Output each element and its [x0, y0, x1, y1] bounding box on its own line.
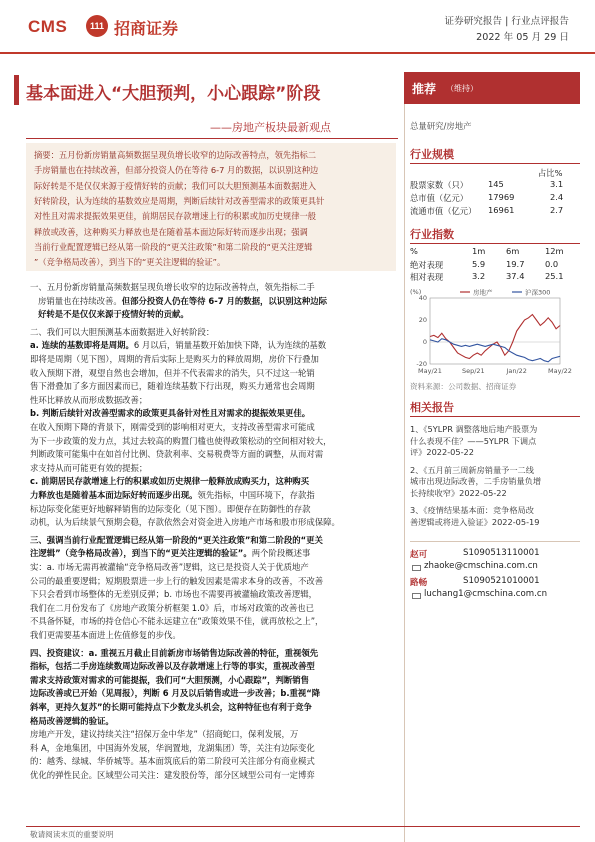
- body-text-segment: 性环比释放从而形成数据改善；: [30, 394, 148, 405]
- body-text-segment: 房地产开发，建议持续关注“招保万金中华龙”（招商蛇口，保利发展，万: [30, 729, 299, 740]
- scale-row-value: 17969: [488, 192, 515, 202]
- body-text-segment: 6 月以后，销量基数开始加快下降，认为连续的基数: [133, 340, 327, 351]
- scale-row-name: 总市值（亿元）: [410, 193, 469, 203]
- body-line: [38, 308, 189, 320]
- analyst-license-id: S1090513110001: [463, 548, 540, 558]
- related-report-line: 2、《五月前三周新房销量予一二线: [410, 464, 534, 475]
- body-line: [30, 701, 312, 713]
- header-divider: [0, 52, 595, 54]
- body-line: [30, 602, 314, 614]
- body-line: [30, 534, 323, 546]
- body-text-segment: 公司的最重要逻辑；短期股票进一步上行的触发因素是需求本身的改善，不改善: [30, 575, 324, 586]
- performance-col-header: 6m: [506, 246, 520, 256]
- body-line: [30, 742, 315, 754]
- related-report-line: 评》2022-05-22: [410, 447, 474, 457]
- email-icon: [412, 593, 421, 599]
- body-line: [30, 728, 298, 740]
- related-report-line: 什么表现不佳？——5YLPR 下调点: [410, 435, 537, 446]
- analyst-email: luchang1@cmschina.com.cn: [424, 589, 548, 599]
- performance-row-name: 相对表现: [410, 272, 444, 282]
- body-line: [30, 380, 315, 392]
- body-text-segment: 领先指标，中国环境下，存款指: [197, 490, 315, 500]
- body-line: [30, 647, 318, 659]
- analyst-name: 赵可: [410, 550, 428, 560]
- body-text-segment: 需求支持政策对需求的可能提振，我们可“大胆预测，小心跟踪”，判断销售: [30, 674, 310, 685]
- header-meta: [445, 14, 569, 46]
- body-text-segment: 在收入预期下降的背景下，刚需受到的影响相对更大，支持改善型需求可能成: [30, 422, 315, 432]
- body-line: [30, 660, 315, 672]
- body-line: [30, 475, 309, 487]
- chart-legend-label: 沪深300: [525, 288, 551, 297]
- body-line: [30, 339, 326, 351]
- body-text-segment: 边际改善或已开始（见周报），判断 6 月及以后销售或进一步改善；b.重视“降: [30, 688, 321, 699]
- body-text-segment: 格局改善逻辑的验证。: [30, 715, 114, 726]
- scale-row-value: 16961: [488, 205, 515, 215]
- related-report-line: 善逻辑或将进入验证》2022-05-19: [410, 516, 540, 527]
- body-line: [30, 588, 317, 600]
- chart-y-tick: 40: [418, 294, 427, 302]
- body-line: [30, 575, 323, 587]
- chart-y-unit: (%): [410, 288, 422, 296]
- body-text-segment: 为下一步政策的发力点，其过去较高的购置门槛也使得政策松动的空间相对较大，: [30, 435, 332, 446]
- scale-row-name: 股票家数（只）: [410, 180, 469, 190]
- report-date: 2022 年 05 月 29 日: [476, 32, 569, 43]
- body-text-segment: 注逻辑”（竞争格局改善），到当下的“更关注逻辑的验证”。: [30, 548, 252, 559]
- performance-cell: 25.1: [545, 271, 564, 281]
- performance-col-header: %: [410, 246, 418, 256]
- performance-cell: 5.9: [472, 259, 486, 269]
- index-chart: [408, 286, 580, 380]
- report-subtitle: ——房地产板块最新观点: [210, 121, 331, 134]
- body-line: [30, 462, 147, 474]
- body-text-segment: 我们在二月份发布了《房地产政策分析框架 1.0》后，市场对政策的改善也已: [30, 602, 314, 613]
- chart-x-tick: Jan/22: [506, 367, 527, 375]
- body-text-segment: 房销量也在持续改善。: [38, 295, 122, 306]
- report-title: 基本面进入“大胆预判，小心跟踪”阶段: [26, 84, 321, 104]
- related-report-line: 城市出现边际改善，二手房销量负增: [410, 476, 542, 486]
- analyst-divider: [410, 541, 580, 542]
- performance-row-name: 绝对表现: [410, 260, 444, 270]
- body-text-segment: 但部分投资人仍在等待 6-7 月的数据，以识别这种边际: [121, 295, 327, 306]
- related-heading-rule: [410, 416, 580, 417]
- industry-label: 总量研究/房地产: [410, 121, 472, 131]
- scale-row-pct: 2.4: [550, 192, 564, 202]
- body-line: [30, 281, 315, 293]
- body-line: [30, 629, 181, 641]
- performance-cell: 3.2: [472, 271, 486, 281]
- body-line: [30, 674, 309, 686]
- chart-y-tick: 0: [422, 338, 427, 346]
- performance-cell: 0.0: [545, 259, 559, 269]
- scale-col-header: 占比%: [538, 168, 563, 178]
- chart-plot-frame: [430, 298, 560, 364]
- body-line: [30, 769, 315, 781]
- body-line: [30, 715, 114, 727]
- chart-y-tick: -20: [416, 360, 427, 368]
- analyst-email: zhaoke@cmschina.com.cn: [424, 561, 538, 571]
- footer-divider: [26, 826, 580, 827]
- scale-heading-rule: [410, 163, 580, 164]
- body-text-segment: 下只会看到市场整体的无差别反弹；b. 市场也不需要再被灌输政策改善逻辑，: [30, 589, 318, 600]
- body-text-segment: 判断政策可能集中在如首付比例、贷款利率、交易税费等方面的调整，从而对需: [30, 449, 324, 460]
- analyst-name: 路畅: [410, 578, 428, 588]
- body-text-segment: b. 判断后续针对改善型需求的政策更具备针对性且对需求的提振效果更佳。: [30, 408, 311, 419]
- summary-line: 好转阶段，认为连续的基数效应是周期，判断后续针对改善型需求的政策更具针: [34, 195, 325, 206]
- body-line: [30, 435, 332, 447]
- related-report-line: 长持续收窄》2022-05-22: [410, 487, 507, 498]
- body-line: [30, 394, 147, 406]
- summary-line: 际好转是不是仅仅来源于疫情好转的贡献；我们可以大胆预测基本面数据进入: [34, 180, 317, 191]
- summary-line: 摘要：五月份新房销量高频数据呈现负增长收窄的边际改善特点，领先指标二: [34, 150, 317, 160]
- body-line: [30, 547, 310, 559]
- body-text-segment: 我们更需要基本面进上佐值修复的步伐。: [30, 630, 181, 640]
- body-line: [38, 295, 327, 307]
- logo-emblem: 111: [86, 15, 108, 37]
- report-type: 证券研究报告 | 行业点评报告: [444, 16, 569, 27]
- body-text-segment: a. 连续的基数即将是周期。: [30, 340, 134, 351]
- body-text-segment: 实：a. 市场无需再被灌输“竞争格局改善”逻辑，这已是投资人关于优质地产: [30, 562, 309, 572]
- summary-line: 释放或改善，这种购买力释放也是在随着基本面边际好转而逐步出现；强调: [34, 226, 308, 237]
- body-line: [30, 353, 319, 365]
- body-text-segment: 的：越秀、绿城、华侨城等。基本面筑底后的第二阶段可关注部分有商业模式: [30, 756, 315, 767]
- rating-label: 推荐: [412, 82, 437, 96]
- body-text-segment: 好转是不是仅仅来源于疫情好转的贡献。: [38, 309, 189, 320]
- performance-heading: 行业指数: [410, 228, 454, 241]
- chart-x-tick: May/22: [548, 367, 572, 375]
- performance-col-header: 12m: [545, 246, 564, 256]
- body-text-segment: 指标，包括二手房连续数周边际改善以及存款增速上行等的事实，重视改善型: [30, 661, 315, 672]
- body-text-segment: 两个阶段概述事: [251, 548, 311, 559]
- body-text-segment: 科 A，金地集团，中国海外发展，华润置地，龙湖集团）等，关注有边际变化: [30, 742, 315, 753]
- body-text-segment: c. 前期居民存款增速上行的积累或如历史规律一般释放成购买力，这种购买: [30, 476, 310, 487]
- body-line: [30, 421, 315, 433]
- body-line: [30, 516, 340, 528]
- performance-col-header: 1m: [472, 246, 486, 256]
- body-line: [30, 489, 315, 501]
- body-text-segment: 不具备怀疑，市场的持仓信心不能永远建立在“政策效果不佳，就再放松之上”，: [30, 616, 324, 627]
- body-text-segment: 二、我们可以大胆预测基本面数据进入好转阶段：: [30, 326, 215, 337]
- logo-chinese: 招商证券: [114, 19, 179, 38]
- body-text-segment: 收入预期下滑，观望自然也会增加，但并不代表需求的消失，只不过这一轮销: [30, 367, 315, 378]
- body-text-segment: 标边际变化能更好地解释销售的边际变化（见下图）。即便存在防御性的存款: [30, 503, 311, 514]
- related-report-line: 3、《疫情结果基本面：竞争格局改: [410, 505, 534, 515]
- summary-line: 对性且对需求提振效果更佳，前期居民存款增速上行的积累或加历史规律一般: [34, 211, 317, 222]
- body-line: [30, 326, 214, 338]
- email-icon: [412, 565, 421, 571]
- scale-row-pct: 2.7: [550, 205, 564, 215]
- chart-source: 资料来源：公司数据、招商证券: [410, 382, 517, 391]
- summary-line: 当前行业配置逻辑已经从第一阶段的“更关注政策”和第二阶段的“更关注逻辑: [34, 241, 313, 252]
- body-text-segment: 三、强调当前行业配置逻辑已经从第一阶段的“更关注政策”和第二阶段的“更关: [30, 534, 323, 545]
- performance-heading-rule: [410, 243, 580, 244]
- body-text-segment: 售下滑叠加了多方面因素而已，随着连续基数下行出现，购买力通常也会周期: [30, 381, 315, 392]
- body-line: [30, 687, 320, 699]
- body-line: [30, 503, 311, 515]
- chart-series-line: [430, 315, 560, 359]
- summary-line: 手房销量也在持续改善，但部分投资人仍在等待 6-7 月的数据，以识别这种边: [34, 165, 319, 176]
- chart-x-tick: Sep/21: [461, 367, 485, 375]
- scale-heading: 行业规模: [410, 148, 454, 161]
- chart-legend-label: 房地产: [473, 288, 493, 297]
- column-divider: [404, 72, 405, 842]
- rating-status: （维持）: [446, 84, 478, 93]
- title-accent-bar: [14, 75, 19, 105]
- scale-row-name: 流通市值（亿元）: [410, 206, 477, 216]
- body-text-segment: 四、投资建议：a. 重视五月截止目前新房市场销售边际改善的特征，重视领先: [30, 647, 319, 658]
- footer-note: 敬请阅读末页的重要说明: [30, 830, 114, 839]
- chart-y-tick: 20: [418, 316, 427, 324]
- body-text-segment: 即将是周期（见下图），周期的背后实际上是购买力的释放周期，房价下行叠加: [30, 354, 319, 364]
- related-report-line: 1、《5YLPR 调整落地后地产股票为: [410, 424, 538, 434]
- body-text-segment: 优化的弹性民企。区域型公司关注：建发股份等，部分区域型公司有一定博弈: [30, 770, 315, 780]
- body-line: [30, 367, 315, 379]
- chart-x-tick: May/21: [418, 367, 442, 375]
- scale-row-pct: 3.1: [550, 179, 564, 189]
- body-text-segment: 斜率，更持久复苏”的长期可能持点下少数龙头机会，这种特征也有利于竞争: [30, 702, 312, 712]
- body-text-segment: 求支持从而可能更有效的提振；: [30, 462, 148, 473]
- body-text-segment: 动机，认为后续景气预期会稳，存款依然会对资金进入房地产市场和股市形成保障。: [30, 517, 340, 528]
- body-text-segment: 力释放也是随着基本面边际好转而逐步出现。: [30, 490, 198, 500]
- summary-line: ”（竞争格局改善），到当下的“更关注逻辑的验证”。: [34, 257, 226, 268]
- body-text-segment: 一、五月份新房销量高频数据呈现负增长收窄的边际改善特点，领先指标二手: [30, 282, 315, 292]
- body-line: [30, 448, 323, 460]
- summary-box: [26, 143, 396, 271]
- body-line: [30, 561, 309, 573]
- performance-cell: 37.4: [506, 271, 525, 281]
- body-line: [30, 755, 315, 767]
- scale-row-value: 145: [488, 179, 504, 189]
- body-line: [30, 615, 323, 627]
- performance-cell: 19.7: [506, 259, 525, 269]
- title-divider: [26, 138, 398, 139]
- logo-english: CMS: [28, 17, 68, 36]
- related-heading: 相关报告: [410, 401, 454, 414]
- analyst-license-id: S1090521010001: [463, 576, 540, 586]
- body-line: [30, 407, 310, 419]
